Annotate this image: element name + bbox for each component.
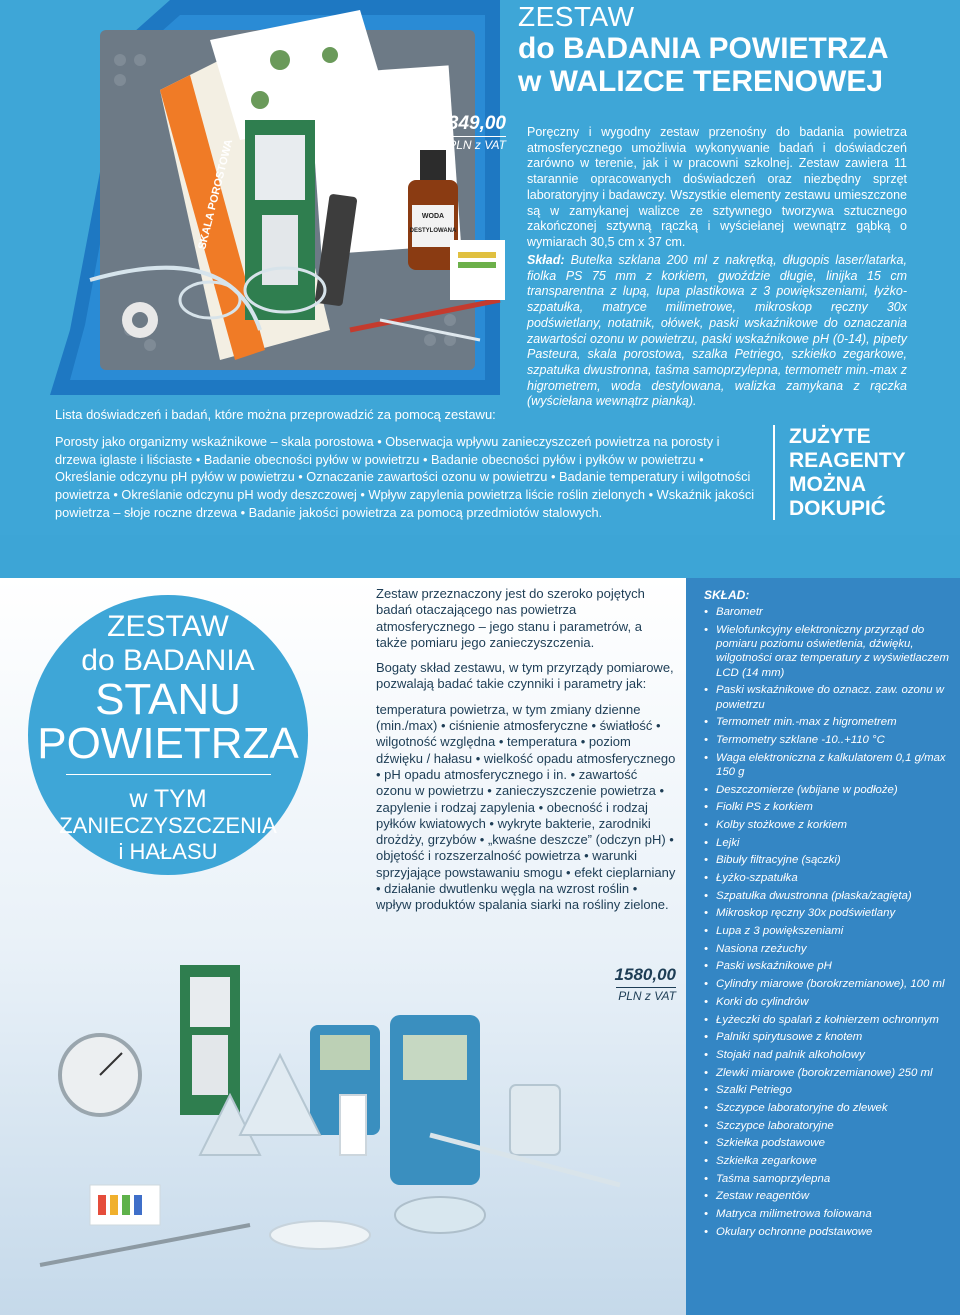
composition-item: • Fiolki PS z korkiem [704,800,952,814]
composition-item: • Taśma samoprzylepna [704,1172,952,1186]
air-kit-photo [0,935,700,1315]
case-title-line1: ZESTAW [518,1,635,32]
composition-item: • Palniki spirytusowe z knotem [704,1030,952,1044]
air-kit-title-line5: w TYM [129,785,207,813]
composition-item: • Deszczomierze (wbijane w podłoże) [704,783,952,797]
case-price-value: 349,00 [447,113,506,134]
refill-line4: DOKUPIĆ [789,497,886,520]
composition-item: • Stojaki nad palnik alkoholowy [704,1048,952,1062]
composition-item: • Szczypce laboratoryjne [704,1119,952,1133]
composition-item: • Barometr [704,605,952,619]
composition-item: • Szkiełka zegarkowe [704,1154,952,1168]
field-case-photo [30,0,520,400]
composition-item: • Termometry szklane -10..+110 °C [704,733,952,747]
refill-line1: ZUŻYTE [789,425,871,448]
case-price [444,114,506,152]
air-kit-title-line4: POWIETRZA [37,719,299,768]
top-section [0,0,960,535]
composition-item: • Łyżeczki do spalań z kołnierzem ochronnym [704,1013,952,1027]
composition-panel [686,578,960,1315]
composition-item: • Matryca milimetrowa foliowana [704,1207,952,1221]
case-composition-text: Butelka szklana 200 ml z nakrętką, długopis laser/latarka, fiolka PS 75 mm z korkiem, gwoździe długie, linijka 15 cm transparentna z lupą, lupa plastikowa z 3 powiększeniami, łyżko-szpatułka, matryce milimetrowe, mikroskop ręczny 30x podświetlany, notatnik, ołówek, paski wskaźnikowe do oznaczania zawartości ozonu w powietrzu, paski wskaźnikowe pH (0-14), pipety Pasteura, skala porostowa, szalka Petriego, szkiełko zegarkowe, szpatułka dwustronna, taśma samoprzylepna, termometr min.-max z higrometrem, woda destylowana, walizka zamykana z rączka (wyściełana wewnątrz pianką). [527,253,907,409]
air-kit-title-line2: do BADANIA [81,644,255,677]
composition-item: • Mikroskop ręczny 30x podświetlany [704,906,952,920]
composition-item: • Korki do cylindrów [704,995,952,1009]
price-divider [452,136,506,137]
air-kit-title-line3: STANU [95,675,241,724]
refill-note [773,425,923,520]
composition-item: • Wielofunkcyjny elektroniczny przyrząd do pomiaru poziomu oświetlenia, dźwięku, wilgotności oraz temperatury z wyświetlaczem LCD (14 mm) [704,623,952,680]
svg-text:WODA: WODA [421,213,445,220]
composition-item: • Lejki [704,836,952,850]
air-kit-desc-p3: temperatura powietrza, w tym zmiany dzienne (min./max) • ciśnienie atmosferyczne • światłość • wilgotność względna • temperatura • poziom dźwięku / hałasu • wielkość opadu atmosferycznego • pH opadu atmosferycznego i in. • zawartość ozonu w powietrzu • zanieczyszczenie powietrza • zapylenie i rodzaj zapylenia • obecność i rodzaj pyłków kwiatowych • wykryte bakterie, zarodniki drożdży, grzybów • „kwaśne deszcze” (odczyn pH) • objętość i rozszerzalność powietrza • warunki sprzyjające powstawaniu smogu • efekt cieplarniany • działanie dwutlenku węgla na wzrost roślin • wpływ produktów spalania siarki na rośliny zielone. [376,701,676,913]
composition-list [704,605,952,1239]
air-kit-price [608,965,676,1003]
air-kit-desc-p1: Zestaw przeznaczony jest do szeroko pojętych badań otaczającego nas powietrza atmosferycznego – jego stanu i parametrów, a także pomiaru jego zanieczyszczenia. [376,586,645,650]
svg-text:DESTYLOWANA: DESTYLOWANA [409,228,457,234]
case-title [518,2,948,98]
composition-item: • Lupa z 3 powiększeniami [704,924,952,938]
composition-item: • Bibuły filtracyjne (sączki) [704,853,952,867]
experiments-list: Porosty jako organizmy wskaźnikowe – skala porostowa • Obserwacja wpływu zanieczyszczeń powietrza na porosty i drzewa iglaste i liściaste • Badanie obecności pyłów w powietrzu • Badanie obecności pyłów i pyłków w powietrzu • Określanie odczynu pH pyłów w powietrzu • Oznaczanie zawartości ozonu w powietrzu • Badanie temperatury i wilgotności powietrza • Określanie odczynu pH wody deszczowej • Wpływ zapylenia powietrza liście roślin zielonych • Wskaźnik jakości powietrza – słoje roczne drzewa • Badanie jakości powietrza za pomocą przedmiotów stalowych. [55,434,755,520]
air-kit-title-line6: ZANIECZYSZCZENIA [59,813,277,838]
case-title-line2: do BADANIA POWIETRZA [518,32,889,65]
composition-item: • Cylindry miarowe (borokrzemianowe), 100 ml [704,977,952,991]
composition-item: • Szkiełka podstawowe [704,1136,952,1150]
case-composition-label: Skład: [527,253,565,267]
air-kit-price-unit: PLN z VAT [618,989,676,1003]
air-kit-title [28,610,308,865]
composition-item: • Łyżko-szpatułka [704,871,952,885]
composition-item: • Paski wskaźnikowe pH [704,959,952,973]
composition-item: • Kolby stożkowe z korkiem [704,818,952,832]
composition-title: SKŁAD: [704,588,750,602]
composition-item: • Waga elektroniczna z kalkulatorem 0,1 g/max 150 g [704,751,952,780]
case-composition [527,253,907,410]
air-kit-desc-p2: Bogaty skład zestawu, w tym przyrządy pomiarowe, pozwalają badać takie czynniki i parametry jak: [376,660,674,692]
case-price-unit: PLN z VAT [448,138,506,152]
refill-line2: REAGENTY [789,449,906,472]
composition-item: • Nasiona rzeżuchy [704,942,952,956]
experiments-heading: Lista doświadczeń i badań, które można przeprowadzić za pomocą zestawu: [55,407,496,422]
composition-item: • Szpatułka dwustronna (płaska/zagięta) [704,889,952,903]
composition-item: • Termometr min.-max z higrometrem [704,715,952,729]
air-kit-description [376,586,676,923]
composition-item: • Szczypce laboratoryjne do zlewek [704,1101,952,1115]
composition-item: • Paski wskaźnikowe do oznacz. zaw. ozonu w powietrzu [704,683,952,712]
price-divider [616,987,676,988]
refill-line3: MOŻNA [789,473,866,496]
composition-item: • Szalki Petriego [704,1083,952,1097]
air-kit-price-value: 1580,00 [614,965,676,984]
case-title-line3: w WALIZCE TERENOWEJ [518,65,884,98]
title-divider [66,774,271,775]
composition-item: • Zestaw reagentów [704,1189,952,1203]
air-kit-title-line7: i HAŁASU [118,839,218,864]
composition-item: • Zlewki miarowe (borokrzemianowe) 250 ml [704,1066,952,1080]
case-description: Poręczny i wygodny zestaw przenośny do badania powietrza atmosferycznego umożliwia wykonywanie badań i doświadczeń zarówno w terenie, jak i w pracowni szkolnej. Zestaw zawiera 11 starannie opracowanych doświadczeń oraz niezbędny sprzęt laboratoryjny i badawczy. Wszystkie elementy zestawu umieszczone są w zamykanej walizce ze sztywnego tworzywa sztucznego zakończonej sztywną rączką i wyściełanej wewnątrz gąbką o wymiarach 30,5 cm x 37 cm. [527,125,907,249]
composition-item: • Okulary ochronne podstawowe [704,1225,952,1239]
lichen-scale-label: SKALA POROSTOWA [196,138,236,251]
air-kit-title-line1: ZESTAW [107,610,229,643]
